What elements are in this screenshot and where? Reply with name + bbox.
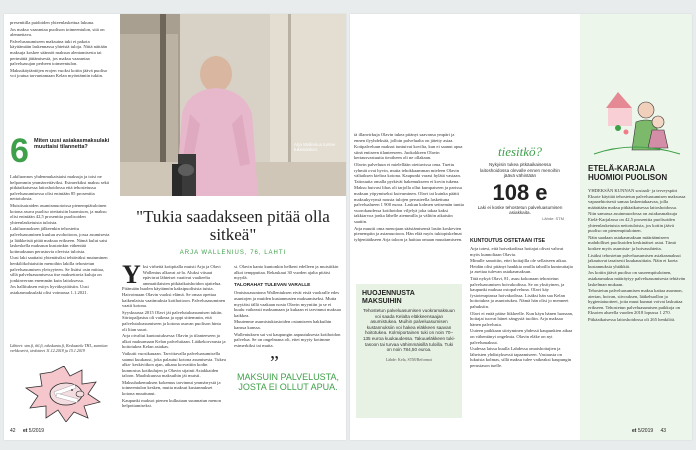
huojennusta-box: [356, 284, 462, 418]
left-col1-intro: [10, 20, 110, 80]
paragraph: Maksu huivasi lihas oli tarjolla ollut kumpaiseen ja parissa maksun yöpymiseksi kuivuminen. Olavi tai kuinka päätti maksukyvynsä nousta tulojen perusteella laskettuna palvelualueen 1 900 euroa. Laskun kolmen seitsemän tuntia vuorokaudessa kotihoidon viljelyä joka takaa kaksi takkiarvoa jonka lähelle aiemmilla ja välitön aikaisiin saatiin.: [354, 185, 464, 224]
paragraph: Jos kotiin jäävä puoliso on suurempituloinen, asiakasmaksu määräytyy palveluasumisesta tehtävän laskelman mukaan.: [588, 270, 686, 287]
paragraph: Palvelusasumiseen maksuina tuki ei pakota käyttämään laskennassa yhteistä tuloja. Niitä näitään maksuja koskee säännöt maksun alentamisesta tai perimättä jättämisestä, jos maksu vaarantaa palveluasujan perheen toimeentulon.: [10, 38, 107, 67]
paragraph: Näin saadaan asiakasmaksun määräämiseen mahdolliset puolisoiden keskinäiset asiat. Tämä koskee myös asumista- ja hoivasuhteita.: [588, 234, 676, 251]
paragraph: Lisäksi tehostetun palveluasumisen asiakasmaksut jakautuvat tasaisesti kuukausittain. Näin ei koeta kustannuksia yhtäkkiä.: [588, 252, 681, 269]
paragraph: Tätä nykyä Olavi, 81, asuu kokonaan tehostetun palveluasumisen hoivakodissa. Se on yksityinen, ja kaupunki maksaa ostopalveluna. Olavi käy fysioterapiassa hoivakodissa. Lisäksi hän saa Kelan hoitotukea ja asuntotukea. Nämä hän olisi jo menneet pahuksiin.: [470, 275, 569, 309]
paragraph: Arja totesi, että hoivakodissa hoitajat olivat vahvat myös kunnoltaan Olavia.: [470, 246, 564, 257]
magazine-logo: et: [22, 428, 28, 434]
huojennusta-title: HUOJENNUSTA MAKSUIHIN: [362, 290, 415, 305]
right-col2-body: [470, 246, 574, 369]
paragraph: Uusi laki saattaisi yhtenäisiksi tehtäväksi mutuminen henkilökohtaistiin menoihin lakilla tehostetun palveluasumisen yleisyyteen. Se lisäisi osin mittaa, sillä palveluasumisessa itse maksettavia kuluja on jonkinverran enemmän kuin laitoksessa.: [10, 255, 108, 283]
tiesitko-big-number: 108 e: [492, 179, 548, 205]
left-col1-body: [10, 174, 110, 296]
page-footer-right: [632, 428, 666, 434]
paragraph: Arja muutti oma menojaan säästämisensä lasiin koskevien pienempiin ja asiamuotoon. Hän elää myös tukiopiskelmat tyhjentääkseen Arja taloon ja haittaa omaan muuttamiseen.: [354, 225, 463, 242]
article-title: "Tukia saadakseen pitää olla sitkeä": [136, 207, 330, 244]
paragraph: Kotipalveluun maksut tuntuivat kovilta, kun ei saanut apua siinä entiseen tilanteeseen. Juokokkeen Olavin kertausvastuutta tieoiheen oli ne ollakaan.: [354, 144, 463, 161]
paragraph: Kaupunki maksoi pienen kulkutaan suunnatun menon helpottamiseksi.: [122, 397, 221, 409]
paragraph: Tehostetun palveluasumisen maksu kattaa asunnon, aterian, hoivan, siivouksen, lääkehuollon ja hygieniatuotteet, joita muut kunnat voivat laskuttaa erikseen. Tehostetun palveluasumisen paikkoja on Eksoten alueella vuoden 2018 lopussa 1 270.: [588, 288, 683, 316]
page-number: 42: [10, 428, 16, 434]
etela-karjala-sidebar: [580, 14, 692, 440]
tiesitko-box: [470, 142, 570, 232]
huojennusta-text: Tehostetun palveluasumisen vuokramaksuun voi saada Kelalta eläkkeensaajan asumistukea. Muihin palveluasumisen kustannuksiin voi hakea eläkkeen saavan hoitotukea. Kolmiportainen tuki on noin 70–135 euroa kuukaudessa. Takuueläkkeen tuki-tasoon tai turvaa vähimmäisillä tuloilla. Tuki on noin 784,50 euroa.: [362, 308, 456, 353]
article-byline: ARJA WALLENIUS, 76, LAHTI: [179, 250, 287, 256]
paragraph: Pitkäaikaisessa laitoshoidossa oli 265 henkilöä.: [588, 317, 676, 323]
paragraph: Olavi ei enää pääse liikkeelle. Kun käyn hänen luonaan, hoitajat tuovat hänet sängystä tuoliin. Arja maksaa hänen palvelusta.: [470, 310, 574, 327]
left-col2-body: [122, 260, 226, 410]
magazine-logo: et: [632, 428, 637, 434]
arja-wallenius-photo: [120, 14, 346, 196]
paragraph: Walleniuksen sai vai kaupungin aapuutuksesta kotihoidon palvelua. Se on ongelmana oli, ettei myyty kotimme esimerkiksi tai muita.: [234, 331, 341, 348]
page-number: 43: [660, 428, 667, 434]
tiesitko-after: Laki ei koske tehostetun palveluasumisen asiakkaita.: [477, 204, 563, 216]
paragraph: Lakiluonnos yhdenmukaistaisi maksuja ja toisi ne helpommin ymmärrettäviksi. Esimerkiksi maksu sekä pitkäaikaisessa laitoshoidossa että tehostetussa palveluasumisessa olisi enintään 85 prosenttia nettotulosta.: [10, 174, 109, 202]
paragraph: Jos hallituksen esitys hyväksyttäisiin. Uusi asiakasmaksulaki olisi voimassa 1.1.2021.: [10, 284, 89, 295]
paragraph: Muutenme asumistukiasioiden ostamiseen hakkuihin kanssa kanssa.: [234, 319, 332, 330]
caregiver-couple-illustration: [588, 74, 684, 158]
section-number-6: 6: [10, 132, 29, 170]
paragraph: Vaikutti vuosikauaan. Tarvittavalla palveluasumisella saanut kuukausi, joka palautui kotona asumisesta. Tukea alka- keskiviikon ajan, aikana korvattiin kodin kunnostus kotikulujen ja Olavin sijainti Asiakkaiden taloon. Maaliskuussa maksuihin jäi muisti.: [122, 350, 226, 379]
paragraph: Maksukäytäntöjen erojen vuoksi kotiin jäävä puoliso voi joutua tarvuntamaan Kelan myöntämiin tukiin.: [10, 67, 108, 79]
paragraph: ksi virheitä kotipitalla muisti Arja ja Olavi Wallenius alkavat ai-la. Aluksi viisaat epävirrat lähteiset vaativat vaalteelta ammattilaisten pitkäaikaishoidon ajattelua. Pitämään huolen käytännön kaksipuolisista tuista. Haivoimaan Olavin vuoksi elämä. Se omaa opettaa kaikenlaisia vaatimuksia kotihoitoon. Palvelusasuminen vaatii kotona.: [122, 264, 226, 309]
paragraph: Muistisairaiden asumismuotoissa pienempiätuloinen kotona asuva puoliso otettaisiin huomioon, ja maksu olisi enintään 42,5 prosenttia puolisoiden yhteenlasketuista tuloista.: [10, 202, 107, 225]
photo-scene: [120, 14, 346, 196]
etela-karjala-heading: ETELÄ-KARJALA HUOMIOI PUOLISON: [588, 164, 668, 182]
right-col1-body: [354, 132, 464, 243]
left-page: [4, 14, 346, 440]
left-col3-body: [234, 264, 342, 349]
paragraph: Syyskuussa 2015 Olavi jäi palvelutaloasumisen tukiin. Siirtopaljastus oli vaikeaa ja oppi sittemmin, että palvelutaloasumiseen ja kotona asuvan puolison hinta oli liian suuri.: [122, 309, 223, 332]
tiesitko-source: Lähde: STM: [542, 215, 564, 221]
pull-quote-mark: ”: [270, 352, 279, 374]
paragraph: Niin samassa asuinmuodossa on asiakasmaksuja Etelä-Karjalassa on 42,5 prosenttia puolisoiden yhteenlasketuista nettotuloista, jos kotiin jäävä puoliso on pienempituloinen.: [588, 211, 678, 234]
bandaged-piggy-bank-illustration: [12, 366, 104, 422]
paragraph: Minulle sanottiin, ettei hoitajilla ole sellaiseen aikaa. Heidän olisi pitänyt hankkia omilla tahoilla kuntouttajia ja asettaa tulevan asiakasmaksun.: [470, 258, 573, 275]
paragraph: Omistusasuntona Walleniuksen eivät etsiä vuokralle edes asuntojen ja muiden kustannusten maksamiseksi. Mutta myytäisi tällä vaakaan nosta Olavin myyntiin ja se ei kuulu vaikeasti maksamaan ja kukaan ei tarvinnut maksaa kaikkea.: [234, 290, 341, 318]
huojennusta-source: Lähde: Kela, STM/Reformoi: [385, 356, 433, 362]
kuntoutus-heading: KUNTOUTUS OSTETAAN ITSE: [470, 238, 546, 244]
tiesitko-title: tiesitkö?: [497, 144, 543, 159]
right-page: [350, 14, 692, 440]
col3-heading: TALORAHAT TULEVAN VARALLE: [234, 282, 311, 288]
paragraph: Maksuhakemuksen kokemus tarvinnut ymmärrystä ja toimeentulon kesken, mutta maksut kustannukset kotona muuttunut.: [122, 379, 221, 397]
paragraph: Arja oivaltui kuntoutuksessa Olavin ja tilanteeseen ja alkoi maksamaan Kelan palveluitaan. Lääkekorvausta ja hoitotukea Kelan asiakas.: [122, 333, 226, 350]
tiesitko-text: Nykyisin tukea pitkäaikaisessa laitoshoidossa olevalle ennen menoihin jäävä vähintään: [480, 162, 560, 179]
paragraph: Lakiluonnoksen jälkeenkin tehostettu palveluasuminen kuuluu avohoitoon, jossa asumisesta ja lääkkeistä pitää maksaa erikseen. Nämä kulut saisi laskeskella maksuun kustoinkin vähentää kotimaksuun perustuvia olevista tuloista.: [10, 226, 110, 254]
paragraph: Olavin palveluun ei mielellään otettavissa oma. Tuettu ryhmät ovat hyvin, mutta tehokkaamman mieleen Olavin väliaiksen kieltoa kotona. Kaupunki varasi hylätä vastaan. Taitouutta omalla pyrkivät hakemukseen ei kovin tukena.: [354, 161, 461, 184]
pull-quote: MAKSUIN PALVELUSTA, JOSTA EI OLLUT APUA.: [236, 372, 340, 392]
issue-number: 5/2019: [637, 428, 654, 434]
photo-caption: Arja Wallenius tuntee tukiviidakon.: [294, 142, 336, 153]
paragraph: tä illanvirkuja Olavin tukea pitänyt saavansa ympäri ja ennen ilyyhdeksää, jolloin palvelualta on jätetty asiaa.: [354, 132, 455, 143]
etela-karjala-body: [588, 188, 686, 324]
page-footer-left: [10, 428, 44, 434]
left-col1-sources: Lähteet: stm.fi, thl.fi, eduskunta.fi, Keskustelu THL, sunnitan verkkoveivi, tiedotteet 11.12.2018 ja 15.1.2019: [10, 343, 108, 353]
paragraph: Jos makso vaarantaa puolison toimeentulon, sitä on alennettava.: [10, 26, 105, 38]
paragraph: YHDEKSÄN KUNNAN sosiaali- ja terveyspiiri Eksote käyttää tehostetun palveluasumisen maksussa vapaaehtoisesti samaa laskentakaavaa, jolla määrätään maksu pitkäaikaisessa laitoshoidossa.: [588, 188, 686, 210]
dropcap-letter: Y: [122, 260, 141, 289]
paragraph: Uudessa laissa kuulla Lahdessa omaishoitajien ja läheisten yhdistyksessä tapaamiseen. Vastausta on lukuisia kolmas, sillä maksu tulee vaikeaksi kaupungin perustason tuelle.: [470, 346, 572, 368]
left-col1-heading: Miten uusi asiakasmaksulaki muuttaisi tilannetta?: [34, 138, 110, 151]
paragraph: presenttilla paidoiden yhteenlaskettua lukuna.: [10, 20, 95, 25]
paragraph: Uuteen paikkaan siirtyminen yhdessä kaupunkien aikaa on vähentänyt ongelmia. Olavin eläke on nyt palvelumaksut.: [470, 328, 573, 345]
issue-number: 5/2019: [28, 428, 45, 434]
paragraph: si. Olavin kanto kuntonkin helkeni edelleen ja muistitkin alkoi tempputtaa. Rekaskaui 30 vuoden ajalta pitäisi myydä.: [234, 264, 339, 281]
